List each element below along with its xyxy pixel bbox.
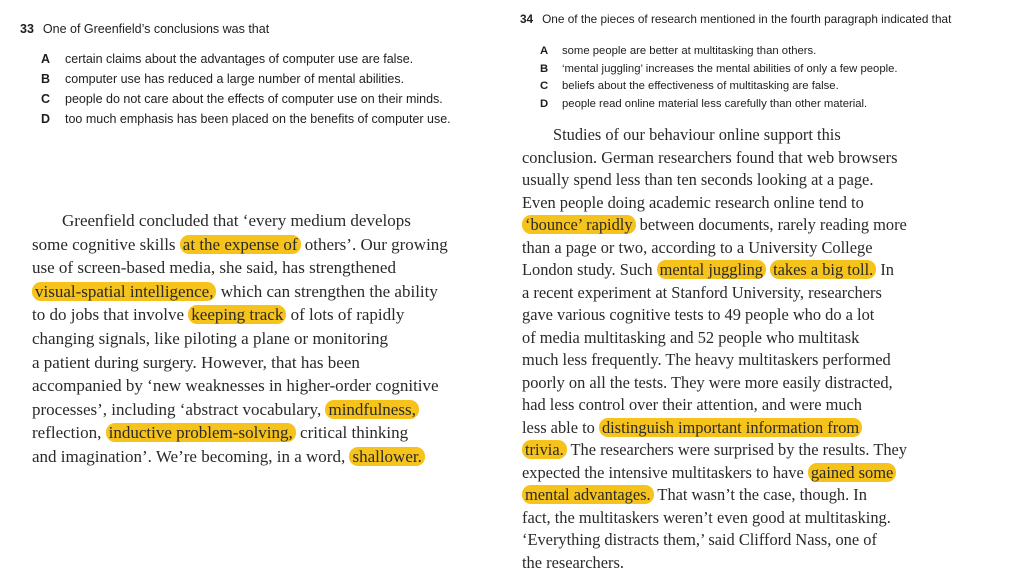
passage-line — [522, 439, 907, 462]
highlighted-phrase: mindfulness, — [325, 400, 418, 419]
option-text: too much emphasis has been placed on the benefits of computer use. — [65, 112, 451, 126]
option-c — [41, 89, 451, 109]
passage-text: accompanied by ‘new weaknesses in higher-order cognitive — [32, 376, 439, 396]
highlighted-phrase: takes a big toll. — [770, 260, 876, 279]
highlighted-phrase: distinguish important information from — [599, 418, 862, 437]
passage-line — [522, 552, 907, 574]
question-prompt: One of the pieces of research mentioned in the fourth paragraph indicated that — [542, 12, 952, 26]
passage-line — [522, 417, 907, 440]
left-column — [0, 0, 505, 574]
passage-text: The researchers were surprised by the results. They — [566, 440, 907, 459]
passage-text: and imagination’. We’re becoming, in a word, — [32, 446, 350, 466]
passage-line — [522, 529, 907, 552]
passage-text: use of screen-based media, she said, has strengthened — [32, 258, 396, 278]
highlighted-phrase: at the expense of — [180, 235, 301, 254]
passage-line — [32, 303, 448, 327]
passage-text: of media multitasking and 52 people who multitask — [522, 327, 860, 347]
option-c — [540, 78, 898, 96]
passage-text: gave various cognitive tests to 49 people who do a lot — [522, 305, 875, 324]
right-column — [510, 0, 1024, 574]
question-34-options — [540, 43, 898, 113]
question-number: 34 — [520, 12, 534, 26]
option-letter: B — [41, 72, 51, 86]
passage-text: expected the intensive multitaskers to have — [522, 462, 808, 482]
option-text: people do not care about the effects of computer use on their minds. — [65, 92, 443, 106]
option-letter: A — [41, 52, 51, 66]
highlighted-phrase: shallower. — [349, 447, 424, 466]
passage-line — [32, 398, 448, 422]
passage-line — [522, 282, 907, 305]
passage-text: In — [876, 260, 894, 279]
passage-line — [32, 209, 448, 233]
passage-text: between documents, rarely reading more — [635, 215, 907, 234]
passage-text: Greenfield concluded that ‘every medium develops — [62, 211, 411, 230]
passage-line — [522, 507, 907, 530]
research-passage — [522, 124, 907, 574]
passage-line — [32, 327, 448, 351]
option-a — [41, 49, 451, 69]
option-letter: C — [41, 92, 51, 106]
option-a — [540, 43, 898, 61]
highlighted-phrase: ‘bounce’ rapidly — [522, 215, 636, 234]
highlighted-phrase: trivia. — [522, 440, 567, 459]
passage-line — [32, 256, 448, 280]
question-prompt: One of Greenfield’s conclusions was that — [42, 22, 270, 36]
passage-text: the researchers. — [522, 552, 624, 572]
passage-text: processes’, including ‘abstract vocabulary, — [32, 399, 326, 419]
option-text: beliefs about the effectiveness of multitasking are false. — [562, 80, 839, 92]
highlighted-phrase: gained some — [808, 463, 896, 482]
highlighted-phrase: keeping track — [188, 305, 286, 324]
passage-line — [522, 192, 907, 215]
passage-line — [32, 445, 448, 469]
passage-text: usually spend less than ten seconds looking at a page. — [522, 170, 874, 189]
passage-line — [32, 233, 448, 257]
option-d — [41, 109, 451, 129]
option-text: people read online material less carefully than other material. — [562, 97, 868, 110]
passage-line — [522, 147, 907, 170]
passage-line — [522, 214, 907, 237]
option-letter: C — [540, 80, 549, 92]
passage-text: critical thinking — [295, 423, 409, 443]
option-b — [540, 61, 898, 79]
highlighted-phrase: mental advantages. — [522, 485, 654, 504]
passage-text: less able to — [522, 417, 599, 437]
passage-text: Even people doing academic research online tend to — [522, 192, 864, 212]
passage-line — [522, 327, 907, 350]
option-letter: B — [540, 62, 549, 75]
passage-text: others’. Our growing — [300, 234, 448, 254]
option-text: certain claims about the advantages of computer use are false. — [65, 52, 414, 66]
passage-text: changing signals, like piloting a plane or monitoring — [32, 328, 388, 348]
passage-text: some cognitive skills — [32, 234, 180, 254]
passage-line — [522, 169, 907, 192]
passage-line — [522, 124, 907, 147]
option-text: some people are better at multitasking than others. — [562, 45, 817, 57]
passage-text: fact, the multitaskers weren’t even good at multitasking. — [522, 507, 891, 527]
passage-text: conclusion. German researchers found that web browsers — [522, 147, 898, 167]
passage-line — [32, 351, 448, 375]
passage-line — [32, 280, 448, 304]
option-letter: D — [540, 97, 549, 110]
option-letter: D — [41, 112, 51, 126]
passage-line — [522, 372, 907, 395]
passage-line — [32, 421, 448, 445]
question-number: 33 — [20, 22, 34, 36]
option-text: computer use has reduced a large number of mental abilities. — [65, 72, 405, 86]
passage-line — [522, 462, 907, 485]
passage-text: which can strengthen the ability — [216, 281, 438, 301]
passage-line — [522, 349, 907, 372]
passage-text: than a page or two, according to a University College — [522, 237, 873, 257]
passage-line — [522, 394, 907, 417]
passage-text: ‘Everything distracts them,’ said Clifford Nass, one of — [522, 530, 877, 549]
option-b — [41, 69, 451, 89]
question-33-heading — [20, 22, 269, 36]
passage-text: That wasn’t the case, though. In — [653, 485, 867, 504]
passage-text: much less frequently. The heavy multitaskers performed — [522, 350, 891, 369]
passage-line — [522, 484, 907, 507]
passage-text: London study. Such — [522, 260, 657, 279]
greenfield-passage — [32, 209, 448, 469]
question-34-heading — [520, 12, 951, 26]
highlighted-phrase: visual-spatial intelligence, — [32, 282, 216, 301]
passage-text: to do jobs that involve — [32, 305, 189, 325]
highlighted-phrase: inductive problem-solving, — [106, 423, 296, 442]
option-d — [540, 96, 898, 114]
passage-text: a recent experiment at Stanford University, researchers — [522, 282, 882, 302]
option-letter: A — [540, 45, 549, 57]
passage-text: of lots of rapidly — [286, 305, 405, 325]
highlighted-phrase: mental juggling — [657, 260, 766, 279]
passage-line — [522, 237, 907, 260]
passage-text: a patient during surgery. However, that has been — [32, 352, 360, 372]
passage-text: Studies of our behaviour online support this — [553, 125, 841, 144]
passage-line — [32, 374, 448, 398]
passage-line — [522, 259, 907, 282]
question-33-options — [41, 49, 451, 129]
passage-text: had less control over their attention, and were much — [522, 395, 862, 414]
passage-text: poorly on all the tests. They were more easily distracted, — [522, 372, 893, 392]
passage-line — [522, 304, 907, 327]
option-text: ‘mental juggling’ increases the mental abilities of only a few people. — [562, 62, 898, 75]
passage-text: reflection, — [32, 423, 106, 443]
